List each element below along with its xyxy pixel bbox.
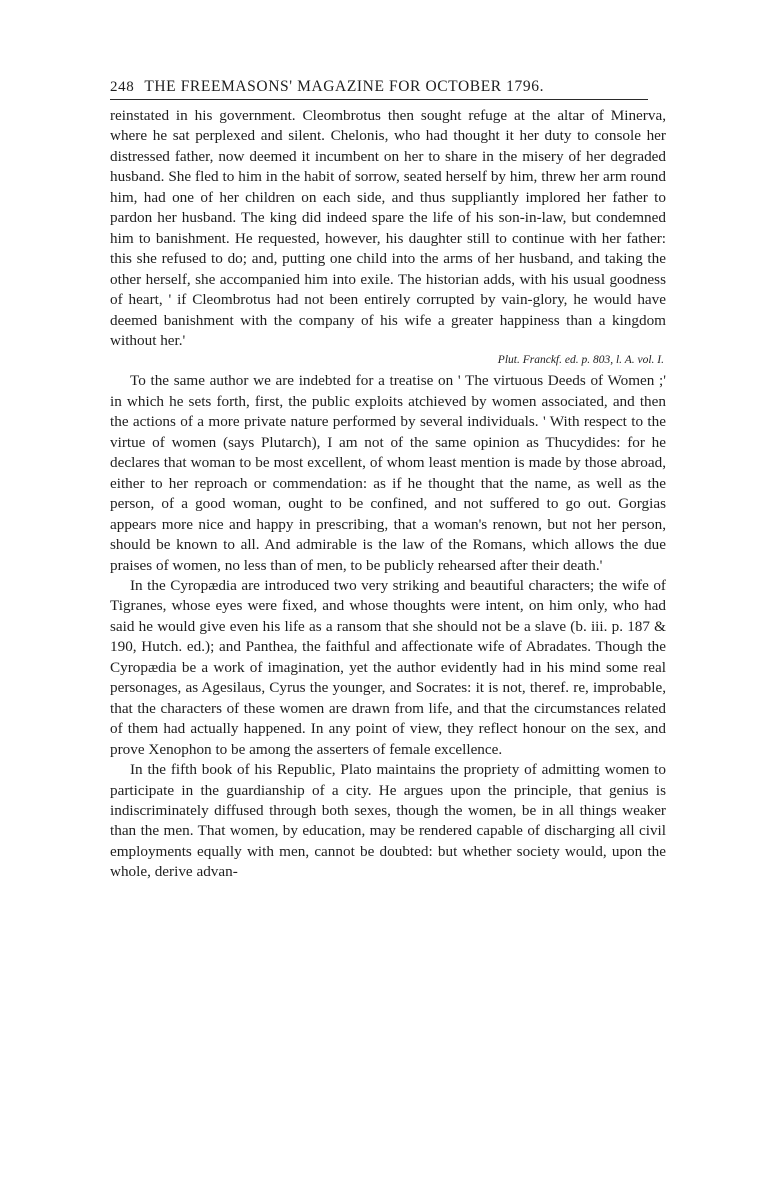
page-number: 248 (110, 79, 135, 95)
paragraph-3: In the Cyropædia are introduced two very striking and beautiful characters; the wife of Tigranes, whose eyes were fixed, and whose thoughts were intent, on him only, who had said he would give even his life as a ransom that she should not be a slave (b. iii. p. 187 & 190, Hutch. ed.); and Panthea, the faithful and affectionate wife of Abradates. Though the Cyropædia be a work of imagination, yet the author evidently had in his mind some real personages, as Agesilaus, Cyrus the younger, and Socrates: it is not, theref. re, improbable, that the characters of these women are drawn from life, and that the circumstances related of them had actually happened. In any point of view, they reflect honour on the sex, and prove Xenophon to be among the asserters of female excellence. (110, 576, 666, 758)
paragraph-1: reinstated in his government. Cleombrotus then sought refuge at the altar of Minerva, where he sat perplexed and silent. Chelonis, who had thought it her duty to console her distressed father, now deemed it incumbent on her to share in the misery of her degraded husband. She fled to him in the habit of sorrow, seated herself by him, threw her arm round him, had one of her children on each side, and thus suppliantly implored her father to pardon her husband. The king did indeed spare the life of his son-in-law, but condemned him to banishment. He requested, however, his daughter still to continue with her father: this she refused to do; and, putting one child into the arms of her husband, and taking the other herself, she accompanied him into exile. The historian adds, with his usual goodness of heart, ' if Cleombrotus had not been entirely corrupted by vain-glory, he would have deemed banishment with the company of his wife a greater happiness than a kingdom without her.' (110, 107, 666, 349)
running-head (110, 78, 666, 96)
citation: Plut. Franckf. ed. p. 803, l. A. vol. I. (497, 354, 664, 367)
paragraph-4: In the fifth book of his Republic, Plato maintains the propriety of admitting women to participate in the guardianship of a city. He argues upon the principle, that genius is indiscriminately diffused through both sexes, though the women, be in all things weaker than the men. That women, by education, may be rendered capable of discharging all civil employments equally with men, cannot be doubted: but whether society would, upon the whole, derive advan- (110, 761, 666, 881)
magazine-title: THE FREEMASONS' MAGAZINE FOR OCTOBER 1796. (144, 78, 545, 95)
paragraph-2: To the same author we are indebted for a treatise on ' The virtuous Deeds of Women ;' in which he sets forth, first, the public exploits atchieved by women associated, and then the actions of a more private nature performed by several individuals. ' With respect to the virtue of women (says Plutarch), I am not of the same opinion as Thucydides: for he declares that woman to be most excellent, of whom least mention is made by those abroad, either to her reproach or commendation: as if he thought that the name, as well as the person, of a good woman, ought to be confined, and not suffered to go out. Gorgias appears more nice and happy in prescribing, that a woman's renown, but not her person, should be known to all. And admirable is the law of the Romans, which allows the due praises of women, no less than of men, to be publicly rehearsed after their death.' (110, 372, 666, 574)
page (110, 78, 666, 883)
header-rule (110, 99, 648, 100)
